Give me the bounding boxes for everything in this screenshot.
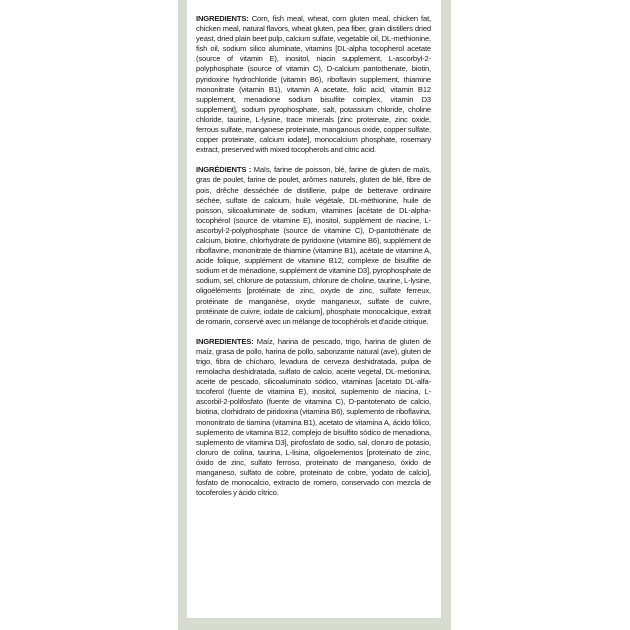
ingredients-label-content [187, 0, 441, 618]
ingredients-french [196, 165, 431, 327]
ingredients-english-text: Corn, fish meal, wheat, corn gluten meal, chicken fat, chicken meal, natural flavors, wheat gluten, pea fiber, grain distillers dried yeast, dried plain beet pulp, calcium sulfate, vegetable oil, DL-methionine, fish oil, sodium silico aluminate, vitamins [DL-alpha tocopherol acetate (source of vitamin E), inositol, niacin supplement, L-ascorbyl-2-polyphosphate (source of vitamin C), D-calcium pantothenate, biotin, pyridoxine hydrochloride (vitamin B6), riboflavin supplement, thiamine mononitrate (vitamin B1), vitamin A acetate, folic acid, vitamin B12 supplement, menadione sodium bisulfite complex, vitamin D3 supplement], sodium pyrophosphate, salt, potassium chloride, choline chloride, taurine, L-lysine, trace minerals [zinc proteinate, zinc oxide, ferrous sulfate, manganese proteinate, manganous oxide, copper sulfate, copper proteinate, calcium iodate], monocalcium phosphate, rosemary extract, preserved with mixed tocopherols and citric acid. [196, 14, 431, 155]
ingredients-french-heading: INGRÉDIENTS : [196, 165, 252, 175]
ingredients-english [196, 14, 431, 155]
ingredients-spanish-heading: INGREDIENTES: [196, 336, 254, 346]
ingredients-spanish-text: Maíz, harina de pescado, trigo, harina de gluten de maíz, grasa de pollo, harina de pollo, saborizante natural (ave), gluten de trigo, fibra de chícharo, levadura de cerveza deshidratada, pulpa de remolacha deshidratada, sulfato de calcio, aceite vegetal, DL-metionina, aceite de pescado, silicoaluminato sódico, vitaminas [acetato DL-alfa-tocoferol (fuente de vitamina E), inositol, suplemento de niacina, L-ascorbil-2-polifosfato (fuente de vitamina C), D-pantotenato de calcio, biotina, clorhidrato de piridoxina (vitamina B6), suplemento de riboflavina, mononitrato de tiamina (vitamina B1), acetato de vitamina A, ácido fólico, suplemento de vitamina B12, complejo de bisulfito sódico de menadiona, suplemento de vitamina D3], pirofosfato de sodio, sal, cloruro de potasio, cloruro de colina, taurina, L-lisina, oligoelementos [proteinato de zinc, óxido de zinc, sulfato ferroso, proteinato de manganeso, óxido de manganeso, sulfato de cobre, proteinato de cobre, yodato de calcio], fosfato de monocalcio, extracto de romero, conservado con mezcla de tocoferoles y ácido cítrico. [196, 336, 431, 498]
ingredients-spanish [196, 337, 431, 499]
ingredients-french-text: Maïs, farine de poisson, blé, farine de gluten de maïs, gras de poulet, farine de poulet, arômes naturels, gluten de blé, fibre de pois, drêche desséchée de distillerie, pulpe de betterave ordinaire séchée, sulfate de calcium, huile végétale, DL-méthionine, huile de poisson, silicoaluminate de sodium, vitamines [acétate de DL-alpha-tocophérol (source de vitamine E), inositol, supplément de niacine, L-ascorbyl-2-polyphosphate (source de vitamine C), D-pantothénate de calcium, biotine, chlorhydrate de pyridoxine (vitamine B6), supplément de riboflavine, mononitrate de thiamine (vitamine B1), acétate de vitamine A, acide folique, supplément de vitamine B12, complexe de bisulfite de sodium et de ménadione, supplément de vitamine D3], pyrophosphate de sodium, sel, chlorure de potassium, chlorure de choline, taurine, L-lysine, oligoéléments [protéinate de zinc, oxyde de zinc, sulfate ferreux, protéinate de manganèse, oxyde manganeux, sulfate de cuivre, protéinate de cuivre, iodate de calcium], phosphate monocalcique, extrait de romarin, conservé avec un mélange de tocophérols et d'acide citrique. [196, 165, 431, 326]
ingredients-english-heading: INGREDIENTS: [196, 14, 249, 23]
ingredients-label-panel [178, 0, 451, 630]
